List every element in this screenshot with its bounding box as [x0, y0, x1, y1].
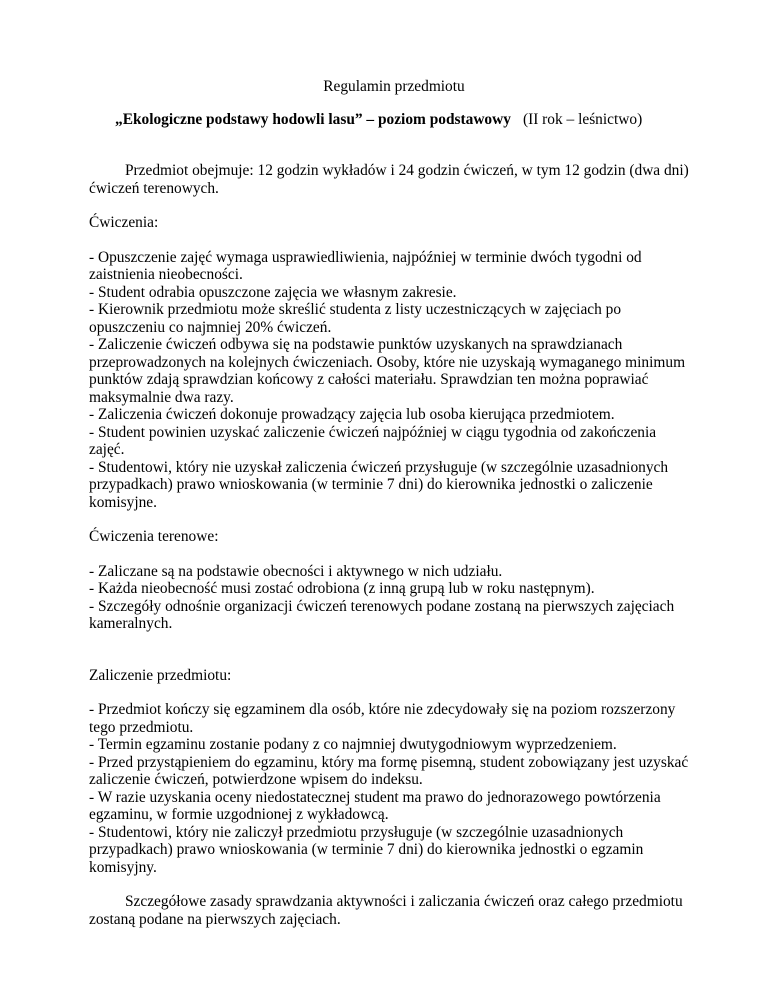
spacer [89, 650, 689, 667]
document-title: Regulamin przedmiotu [323, 78, 465, 95]
list-item: - Studentowi, który nie zaliczył przedmiotu przysługuje (w szczególnie uzasadnionych przypadkach) prawo wnioskowania (w terminie 7 dni) do kierownika jednostki o egzamin komisyjny. [89, 823, 644, 876]
list-item: - Termin egzaminu zostanie podany z co najmniej dwutygodniowym wyprzedzeniem. [89, 736, 617, 753]
list-item: - Studentowi, który nie uzyskał zaliczenia ćwiczeń przysługuje (w szczególnie uzasadnionych przypadkach) prawo wnioskowania (w terminie 7 dni) do kierownika jednostki o zaliczenie komisyjne. [89, 458, 669, 511]
intro-paragraph: Przedmiot obejmuje: 12 godzin wykładów i 24 godzin ćwiczeń, w tym 12 godzin (dwa dni) ćwiczeń terenowych. [89, 162, 689, 197]
list-item: - Przedmiot kończy się egzaminem dla osób, które nie zdecydowały się na poziom rozszerzony tego przedmiotu. [89, 701, 676, 736]
list-item: - W razie uzyskania oceny niedostatecznej student ma prawo do jednorazowego powtórzenia egzaminu, w formie uzgodnionej z wykładowcą. [89, 788, 661, 823]
list-item: - Przed przystąpieniem do egzaminu, który ma formę pisemną, student zobowiązany jest uzyskać zaliczenie ćwiczeń, potwierdzone wpisem do indeksu. [89, 753, 689, 788]
section-heading-field-exercises: Ćwiczenia terenowe: [89, 528, 219, 545]
course-name: „Ekologiczne podstawy hodowli lasu” – poziom podstawowy [115, 110, 511, 128]
course-completion-rules-list [89, 701, 689, 876]
list-item: - Zaliczenia ćwiczeń dokonuje prowadzący zajęcia lub osoba kierująca przedmiotem. [89, 406, 615, 423]
course-year-note: (II rok – leśnictwo) [522, 110, 643, 128]
field-exercises-rules-list [89, 563, 689, 633]
list-item: - Opuszczenie zajęć wymaga usprawiedliwienia, najpóźniej w terminie dwóch tygodni od zaistnienia nieobecności. [89, 248, 642, 283]
closing-paragraph: Szczegółowe zasady sprawdzania aktywności i zaliczania ćwiczeń oraz całego przedmiotu zostaną podane na pierwszych zajęciach. [89, 893, 683, 928]
list-item: - Student powinien uzyskać zaliczenie ćwiczeń najpóźniej w ciągu tygodnia od zakończenia zajęć. [89, 423, 657, 458]
document-subtitle [89, 111, 689, 129]
list-item: - Każda nieobecność musi zostać odrobiona (z inną grupą lub w roku następnym). [89, 580, 595, 597]
section-heading-exercises: Ćwiczenia: [89, 214, 159, 231]
list-item: - Student odrabia opuszczone zajęcia we własnym zakresie. [89, 283, 457, 301]
list-item: - Kierownik przedmiotu może skreślić studenta z listy uczestniczących w zajęciach po opuszczeniu co najmniej 20% ćwiczeń. [89, 301, 622, 336]
exercises-rules-list [89, 249, 689, 512]
document-page [89, 78, 689, 945]
list-item: - Zaliczenie ćwiczeń odbywa się na podstawie punktów uzyskanych na sprawdzianach przeprowadzonych na kolejnych ćwiczeniach. Osoby, które nie uzyskają wymaganego minimum punktów zdają sprawdzian końcowy z całości materiału. Sprawdzian ten można poprawiać maksymalnie dwa razy. [89, 336, 686, 406]
section-heading-course-completion: Zaliczenie przedmiotu: [89, 666, 232, 684]
list-item: - Zaliczane są na podstawie obecności i aktywnego w nich udziału. [89, 562, 503, 580]
list-item: - Szczegóły odnośnie organizacji ćwiczeń terenowych podane zostaną na pierwszych zajęciach kameralnych. [89, 597, 675, 632]
